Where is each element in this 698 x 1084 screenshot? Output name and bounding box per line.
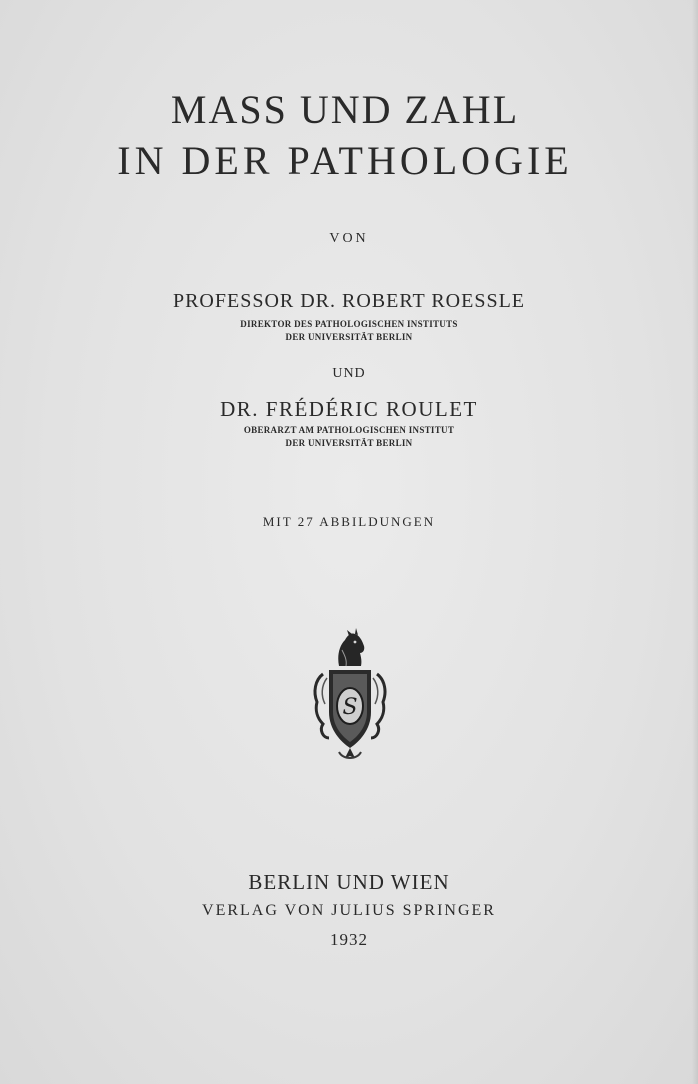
book-title-line-2: IN DER PATHOLOGIE: [117, 138, 573, 183]
author-2-name: DR. FRÉDÉRIC ROULET: [220, 397, 478, 421]
author-1-affiliation-line-1: DIREKTOR DES PATHOLOGISCHEN INSTITUTS: [240, 319, 458, 329]
illustrations-note: MIT 27 ABBILDUNGEN: [262, 514, 436, 529]
by-label: VON: [329, 231, 369, 246]
author-2-affiliation-line-2: DER UNIVERSITÄT BERLIN: [285, 438, 413, 448]
emblem-monogram: S: [342, 695, 358, 720]
publisher-name: VERLAG VON JULIUS SPRINGER: [202, 902, 496, 919]
publication-place: BERLIN UND WIEN: [248, 870, 450, 894]
book-title-line-1: MASS UND ZAHL: [170, 87, 520, 132]
author-1-affiliation-line-2: DER UNIVERSITÄT BERLIN: [285, 332, 413, 342]
author-2-affiliation-line-1: OBERARZT AM PATHOLOGISCHEN INSTITUT: [243, 425, 455, 435]
publication-year: 1932: [330, 930, 368, 949]
springer-knight-emblem-icon: [309, 626, 391, 766]
and-label: UND: [332, 366, 366, 381]
author-1-name: PROFESSOR DR. ROBERT ROESSLE: [172, 290, 526, 312]
